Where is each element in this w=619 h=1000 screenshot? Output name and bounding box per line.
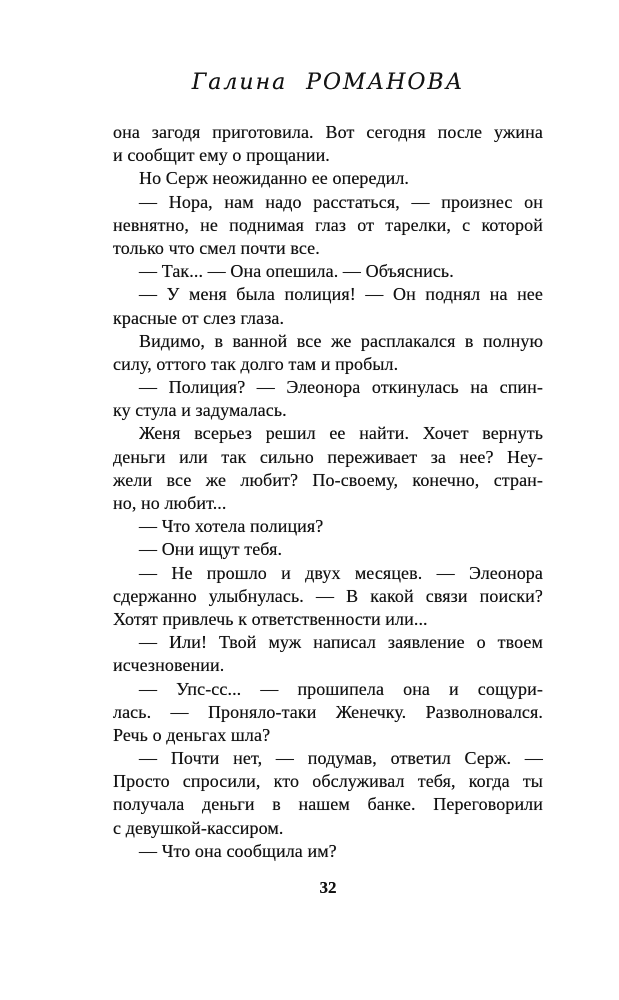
text-line: с девушкой-кассиром. xyxy=(113,817,284,838)
text-line: — Они ищут тебя. xyxy=(139,539,283,560)
text-line: она загодя приготовила. Вот сегодня после ужина xyxy=(113,122,543,142)
text-line: только что смел почти все. xyxy=(113,237,320,258)
text-line: но, но любит... xyxy=(113,493,227,513)
text-line: лась. — Проняло-таки Женечку. Разволновался. xyxy=(113,701,543,722)
text-line: исчезновении. xyxy=(113,655,225,676)
text-line: сдержанно улыбнулась. — В какой связи поиски? xyxy=(113,585,543,606)
text-line: — Не прошло и двух месяцев. — Элеонора xyxy=(139,562,543,583)
text-line: — Нора, нам надо расстаться, — произнес он xyxy=(139,191,543,212)
text-line: Женя всерьез решил ее найти. Хочет вернуть xyxy=(139,423,543,444)
text-line: невнятно, не поднимая глаз от тарелки, с которой xyxy=(113,214,543,235)
text-line: Просто спросили, кто обслуживал тебя, когда ты xyxy=(113,771,543,792)
text-line: Хотят привлечь к ответственности или... xyxy=(113,608,428,629)
text-line: Видимо, в ванной все же расплакался в полную xyxy=(139,330,543,351)
page-number: 32 xyxy=(319,878,337,897)
text-line: получала деньги в нашем банке. Переговорили xyxy=(113,794,543,815)
text-line: Речь о деньгах шла? xyxy=(113,724,271,745)
text-line: — Или! Твой муж написал заявление о твоем xyxy=(139,632,543,653)
text-line: деньги или так сильно переживает за нее? Неу- xyxy=(113,446,543,467)
text-line: красные от слез глаза. xyxy=(113,307,285,328)
text-line: — У меня была полиция! — Он поднял на нее xyxy=(139,284,543,305)
text-line: — Так... — Она опешила. — Объяснись. xyxy=(139,261,454,282)
text-line: ку стула и задумалась. xyxy=(113,400,287,421)
text-line: — Упс-сс... — прошипела она и сощури- xyxy=(139,678,543,699)
text-line: жели все же любит? По-своему, конечно, стран- xyxy=(113,469,543,490)
text-block xyxy=(113,121,543,863)
text-line: — Что хотела полиция? xyxy=(139,516,324,537)
running-header: Галина РОМАНОВА xyxy=(191,70,465,95)
text-line: — Что она сообщила им? xyxy=(139,840,337,861)
text-line: Но Серж неожиданно ее опередил. xyxy=(139,168,410,189)
text-line: и сообщит ему о прощании. xyxy=(113,145,330,166)
text-line: — Полиция? — Элеонора откинулась на спин- xyxy=(139,377,543,398)
text-line: — Почти нет, — подумав, ответил Серж. — xyxy=(139,748,543,769)
text-line: силу, оттого так долго там и пробыл. xyxy=(113,353,399,374)
